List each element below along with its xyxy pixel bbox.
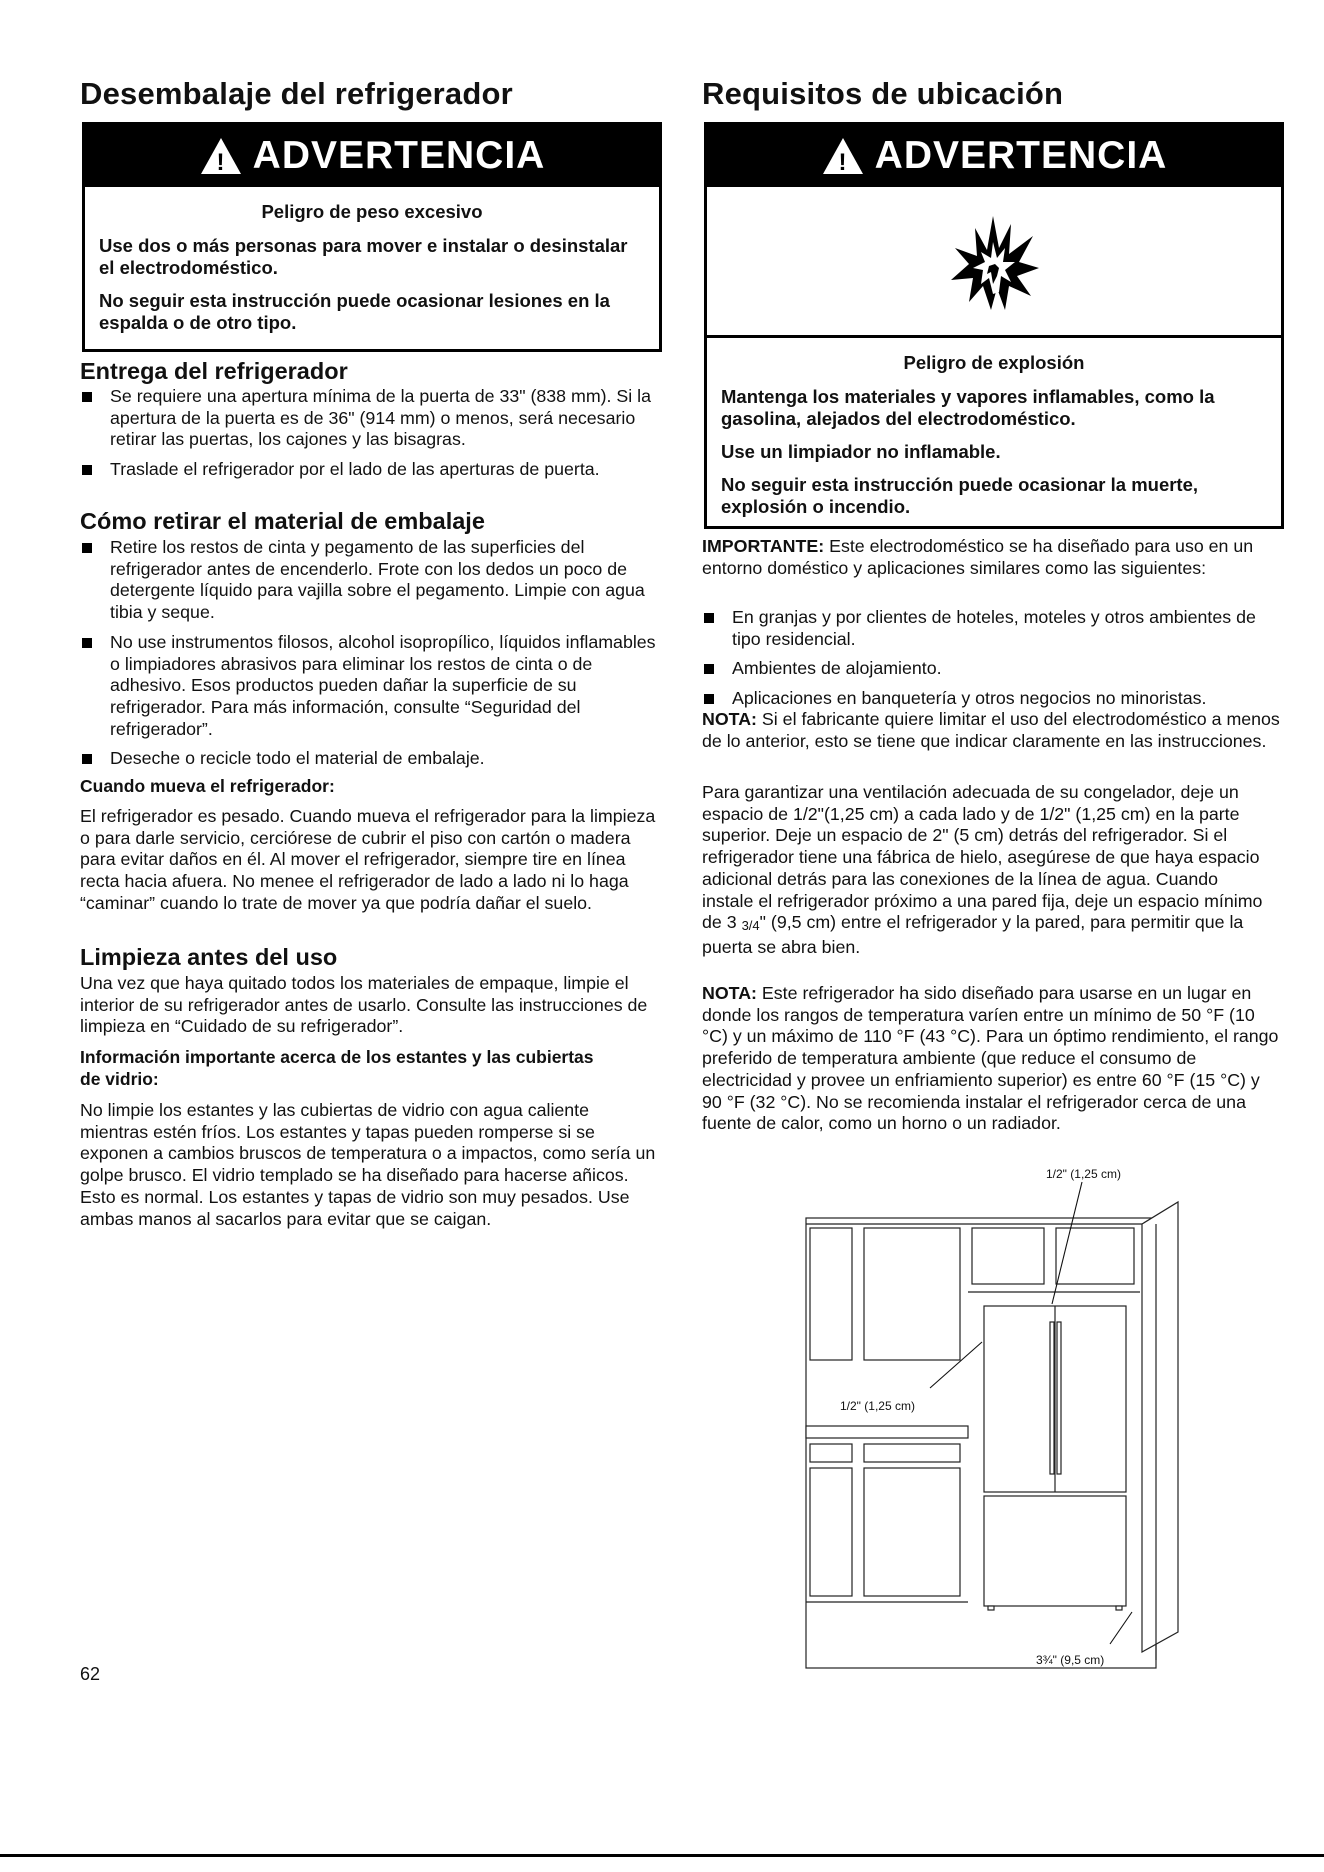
warning-triangle-icon	[821, 136, 865, 176]
list-item: No use instrumentos filosos, alcohol isopropílico, líquidos inflamables o limpiadores abrasivos para eliminar los restos de cinta o de adhesivo. Esos productos pueden dañar la superficie de su refrigerador. Para más información, consulte “Seguridad del refrigerador”.	[80, 632, 660, 741]
warning-header-label: ADVERTENCIA	[874, 134, 1168, 177]
dimension-label-side: 1/2" (1,25 cm)	[840, 1399, 915, 1413]
packaging-list	[80, 537, 660, 778]
note-label: NOTA:	[702, 983, 757, 1003]
explosion-icon	[939, 206, 1049, 316]
temperature-paragraph	[702, 983, 1280, 1135]
drawer	[864, 1444, 960, 1462]
warning-box-explosion	[704, 122, 1284, 529]
heading-moving: Cuando mueva el refrigerador:	[80, 776, 335, 796]
warning-line: Use un limpiador no inflamable.	[721, 441, 1001, 462]
ventilation-text-end: " (9,5 cm) entre el refrigerador y la pared, para permitir que la puerta se abra bien.	[702, 912, 1244, 957]
uses-list	[702, 607, 1272, 718]
svg-text:!: !	[216, 149, 226, 176]
lower-cabinet	[810, 1468, 852, 1596]
delivery-list	[80, 386, 660, 489]
note-paragraph	[702, 709, 1280, 752]
cleaning-text: Una vez que haya quitado todos los materiales de empaque, limpie el interior de su refrigerador antes de usarlo. Consulte las instrucciones de limpieza en “Cuidado de su refrigerador”.	[80, 973, 648, 1037]
upper-cabinet	[864, 1228, 960, 1360]
dimension-label-wall: 3¾" (9,5 cm)	[1036, 1653, 1105, 1667]
side-wall	[1142, 1202, 1178, 1652]
upper-cabinet	[1056, 1228, 1134, 1284]
page-number: 62	[80, 1664, 101, 1684]
installation-diagram	[800, 1160, 1200, 1680]
warning-line: No seguir esta instrucción puede ocasionar la muerte, explosión o incendio.	[721, 474, 1199, 517]
warning-triangle-icon	[199, 136, 243, 176]
list-item: Retire los restos de cinta y pegamento de las superficies del refrigerador antes de encenderlo. Frote con los dedos un poco de detergente líquido para vajilla sobre el pegamento. Limpie con agua tibia y seque.	[80, 537, 660, 624]
warning-header	[85, 125, 659, 187]
warning-header	[707, 125, 1281, 187]
glass-text: No limpie los estantes y las cubiertas de vidrio con agua caliente mientras estén fríos. Los estantes y tapas pueden romperse si se exponen a cambios bruscos de temperatura o a impactos, como sería un golpe brusco. El vidrio templado se ha diseñado para hacerse añicos. Esto es normal. Los estantes y tapas de vidrio son muy pesados. Use ambas manos al sacarlos para evitar que se caigan.	[80, 1100, 656, 1229]
section-title-unpacking: Desembalaje del refrigerador	[80, 76, 513, 111]
warning-body	[85, 187, 659, 344]
countertop	[806, 1426, 968, 1438]
list-item: Se requiere una apertura mínima de la puerta de 33" (838 mm). Si la apertura de la puerta es de 36" (914 mm) o menos, será necesario retirar las puertas, los cajones y las bisagras.	[80, 386, 660, 451]
moving-text: El refrigerador es pesado. Cuando mueva el refrigerador para la limpieza o para darle servicio, cerciórese de cubrir el piso con cartón o madera para evitar daños en él. Al mover el refrigerador, siempre tire en línea recta hacia afuera. No menee el refrigerador de lado a lado ni lo haga “caminar” cuando lo trate de mover ya que podría dañar el suelo.	[80, 806, 656, 913]
lower-cabinet	[864, 1468, 960, 1596]
warning-line: Mantenga los materiales y vapores inflamables, como la gasolina, alejados del electrodoméstico.	[721, 386, 1215, 429]
note-label: NOTA:	[702, 709, 757, 729]
important-text: Este electrodoméstico se ha diseñado para uso en un entorno doméstico y aplicaciones similares como las siguientes:	[702, 536, 1254, 578]
list-item: Aplicaciones en banquetería y otros negocios no minoristas.	[702, 688, 1272, 710]
ventilation-paragraph	[702, 782, 1272, 959]
upper-cabinet	[810, 1228, 852, 1360]
list-item: Ambientes de alojamiento.	[702, 658, 1272, 680]
explosion-area	[707, 187, 1281, 338]
drawer	[810, 1444, 852, 1462]
dimension-label-top: 1/2" (1,25 cm)	[1046, 1167, 1121, 1181]
important-label: IMPORTANTE:	[702, 536, 825, 556]
note-text: Este refrigerador ha sido diseñado para usarse en un lugar en donde los rangos de temperatura varíen entre un mínimo de 50 °F (10 °C) y un máximo de 110 °F (43 °C). Para un óptimo rendimiento, el rango preferido de temperatura ambiente (que reduce el consumo de electricidad y provee un enfriamiento superior) es entre 60 °F (15 °C) y 90 °F (32 °C). No se recomienda instalar el refrigerador cerca de una fuente de calor, como un horno o un radiador.	[702, 983, 1279, 1134]
svg-text:!: !	[838, 149, 848, 176]
section-title-location: Requisitos de ubicación	[702, 76, 1064, 111]
ventilation-fraction: 3/4	[741, 918, 760, 934]
heading-cleaning: Limpieza antes del uso	[80, 944, 338, 970]
list-item: Deseche o recicle todo el material de embalaje.	[80, 748, 660, 770]
warning-box-weight	[82, 122, 662, 352]
ventilation-text: Para garantizar una ventilación adecuada de su congelador, deje un espacio de 1/2"(1,25 cm) a cada lado y de 1/2" (1,25 cm) en la parte superior. Deje un espacio de 2" (5 cm) detrás del refrigerador. Si el refrigerador tiene una fábrica de hielo, asegúrese de que haya espacio adicional detrás para las conexiones de la línea de agua. Cuando instale el refrigerador próximo a una pared fija, deje un espacio mínimo de 3	[702, 782, 1263, 933]
note-text: Si el fabricante quiere limitar el uso del electrodoméstico a menos de lo anterior, esto se tiene que indicar claramente en las instrucciones.	[702, 709, 1280, 751]
refrigerator-drawer	[984, 1496, 1126, 1606]
warning-hazard: Peligro de explosión	[903, 352, 1085, 373]
bottom-rule	[0, 1854, 1324, 1857]
warning-line: No seguir esta instrucción puede ocasionar lesiones en la espalda o de otro tipo.	[99, 290, 610, 333]
warning-line: Use dos o más personas para mover e instalar o desinstalar el electrodoméstico.	[99, 235, 628, 278]
warning-hazard: Peligro de peso excesivo	[261, 201, 483, 222]
warning-header-label: ADVERTENCIA	[252, 134, 546, 177]
upper-cabinet	[972, 1228, 1044, 1284]
heading-glass: Información importante acerca de los estantes y las cubiertas de vidrio:	[80, 1047, 594, 1089]
list-item: Traslade el refrigerador por el lado de las aperturas de puerta.	[80, 459, 660, 481]
warning-body	[707, 338, 1281, 528]
important-paragraph	[702, 536, 1272, 579]
list-item: En granjas y por clientes de hoteles, moteles y otros ambientes de tipo residencial.	[702, 607, 1272, 650]
heading-delivery: Entrega del refrigerador	[80, 358, 348, 384]
heading-packaging: Cómo retirar el material de embalaje	[80, 508, 485, 534]
